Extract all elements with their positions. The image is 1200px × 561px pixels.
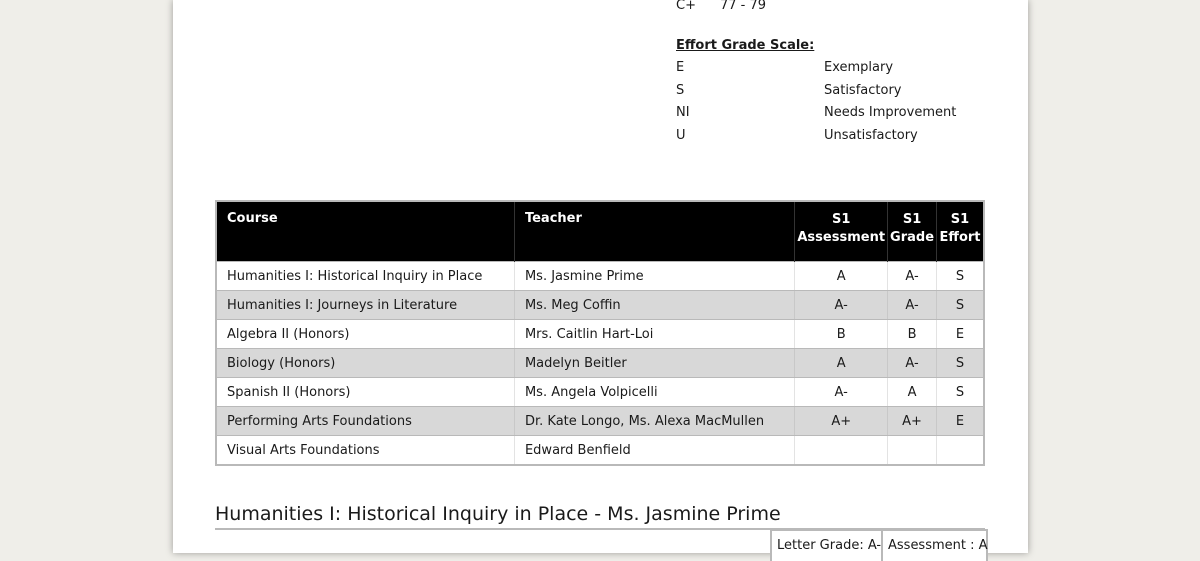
assessment-cell: A- [795,291,888,320]
teacher-cell: Dr. Kate Longo, Ms. Alexa MacMullen [514,407,794,436]
course-cell: Algebra II (Honors) [216,320,514,349]
grade-cell: A- [888,291,937,320]
assessment-cell [795,436,888,466]
course-cell: Biology (Honors) [216,349,514,378]
assessment-cell: A [795,262,888,291]
header-s1-effort: S1 Effort [937,201,984,262]
course-cell: Visual Arts Foundations [216,436,514,466]
assessment-cell: A+ [795,407,888,436]
effort-cell: E [937,407,984,436]
letter-scale-row [676,0,766,15]
effort-meaning: Needs Improvement [824,105,957,120]
assessment-cell: B [795,320,888,349]
effort-cell: S [937,378,984,407]
assessment-cell: A- [795,378,888,407]
table-row [216,291,984,320]
header-course: Course [216,201,514,262]
assessment-box: Assessment : A [881,529,988,561]
course-cell: Humanities I: Historical Inquiry in Place [216,262,514,291]
effort-scale-heading: Effort Grade Scale: [676,38,815,53]
effort-code: NI [676,105,690,120]
effort-meaning: Satisfactory [824,82,902,98]
effort-scale-row [676,104,956,122]
grades-table [215,200,985,466]
report-card-page [173,0,1028,553]
effort-meaning: Exemplary [824,60,894,75]
effort-scale-row [676,127,918,145]
effort-cell: S [937,291,984,320]
grade-cell [888,436,937,466]
course-section-title: Humanities I: Historical Inquiry in Place - Ms. Jasmine Prime [215,500,985,530]
header-teacher: Teacher [514,201,794,262]
effort-code: E [676,60,685,75]
table-row [216,378,984,407]
teacher-cell: Ms. Jasmine Prime [514,262,794,291]
course-cell: Humanities I: Journeys in Literature [216,291,514,320]
table-row [216,320,984,349]
assessment-cell: A [795,349,888,378]
teacher-cell: Mrs. Caitlin Hart-Loi [514,320,794,349]
letter-scale-grade: C+ [676,0,696,13]
effort-code: S [676,82,685,98]
effort-meaning: Unsatisfactory [824,127,918,143]
effort-scale-row [676,82,901,100]
effort-scale-row [676,59,893,77]
course-cell: Performing Arts Foundations [216,407,514,436]
letter-grade-box: Letter Grade: A- [770,529,888,561]
table-row [216,262,984,291]
grade-cell: A- [888,262,937,291]
letter-scale-range: 77 - 79 [720,0,767,13]
header-s1-assessment: S1 Assessment [795,201,888,262]
header-s1-grade: S1 Grade [888,201,937,262]
effort-cell: S [937,349,984,378]
table-row [216,407,984,436]
teacher-cell: Madelyn Beitler [514,349,794,378]
teacher-cell: Edward Benfield [514,436,794,466]
teacher-cell: Ms. Angela Volpicelli [514,378,794,407]
table-row [216,349,984,378]
grade-cell: A+ [888,407,937,436]
grade-cell: A- [888,349,937,378]
effort-cell: E [937,320,984,349]
effort-cell [937,436,984,466]
grades-table-header [216,201,984,262]
effort-cell: S [937,262,984,291]
table-row [216,436,984,466]
teacher-cell: Ms. Meg Coffin [514,291,794,320]
course-cell: Spanish II (Honors) [216,378,514,407]
effort-code: U [676,127,686,143]
grade-cell: B [888,320,937,349]
grade-cell: A [888,378,937,407]
